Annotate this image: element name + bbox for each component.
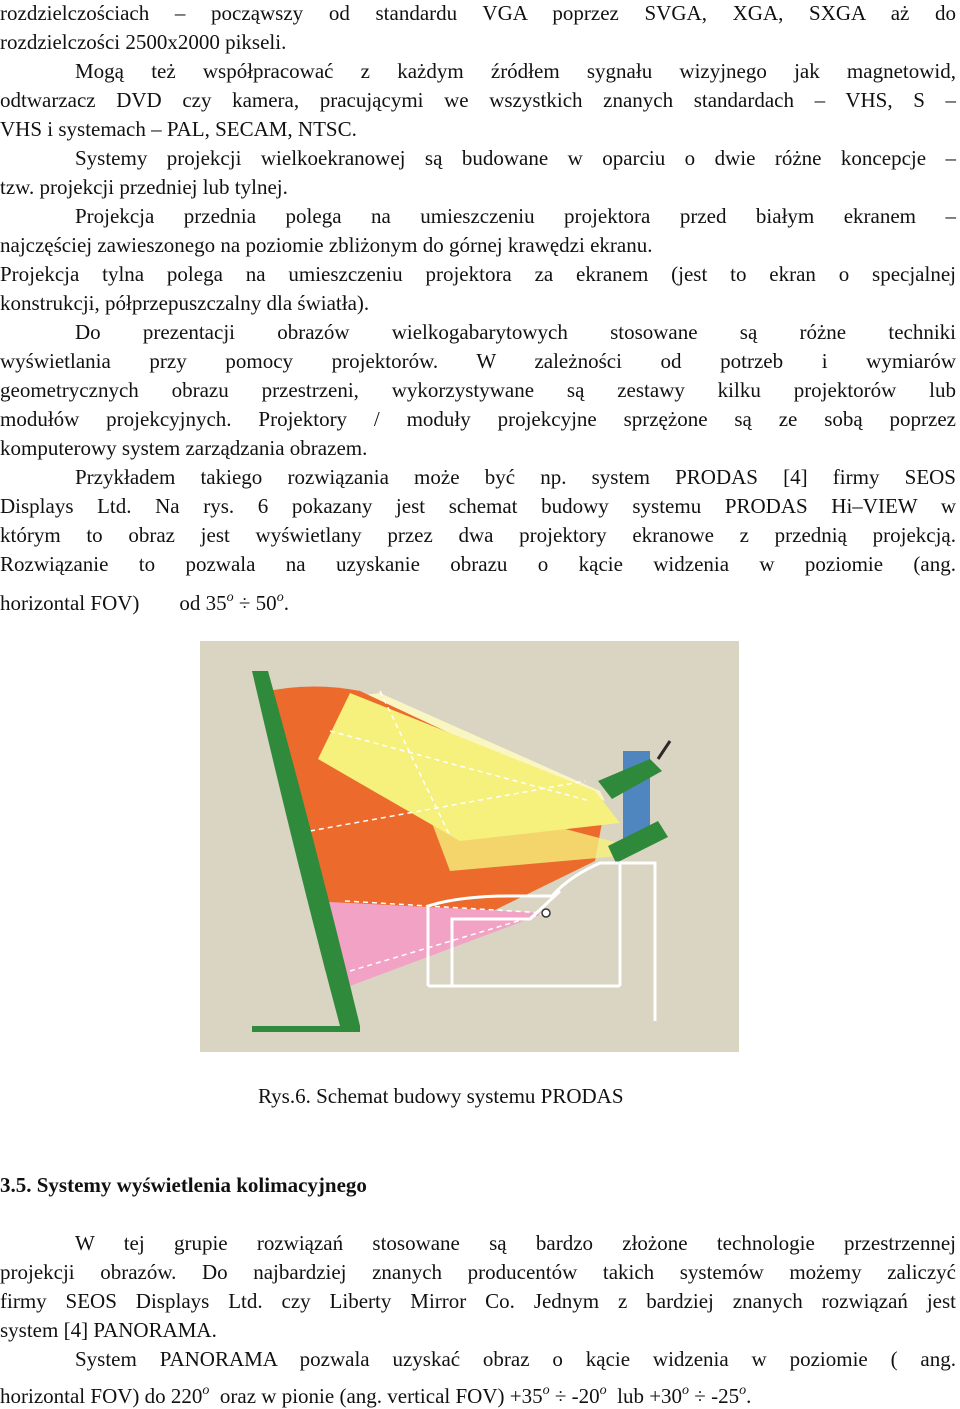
text-span: horizontal FOV) do 220 (0, 1384, 203, 1408)
degree-mark: o (276, 590, 284, 605)
text-span: . (283, 591, 289, 615)
text-line: tzw. projekcji przedniej lub tylnej. (0, 175, 288, 199)
text-line: rozdzielczościach – począwszy od standardu VGA poprzez SVGA, XGA, SXGA aż do (0, 1, 956, 25)
text-line: Systemy projekcji wielkoekranowej są budowane w oparciu o dwie różne koncepcje – (75, 146, 956, 170)
text-line: najczęściej zawieszonego na poziomie zbliżonym do górnej krawędzi ekranu. (0, 233, 653, 257)
text-line: komputerowy system zarządzania obrazem. (0, 436, 368, 460)
text-line: Do prezentacji obrazów wielkogabarytowych stosowane są różne techniki (75, 320, 956, 344)
text-line: firmy SEOS Displays Ltd. czy Liberty Mirror Co. Jednym z bardziej znanych rozwiązań jest (0, 1289, 956, 1313)
screen-base (252, 1026, 360, 1032)
text-line: Mogą też współpracować z każdym źródłem sygnału wizyjnego jak magnetowid, (75, 59, 956, 83)
text-line: Przykładem takiego rozwiązania może być np. system PRODAS [4] firmy SEOS (75, 465, 956, 489)
text-line: projekcji obrazów. Do najbardziej znanych producentów takich systemów możemy zaliczyć (0, 1260, 956, 1284)
text-line (0, 585, 956, 616)
degree-mark: o (226, 590, 234, 605)
text-line: System PANORAMA pozwala uzyskać obraz o kącie widzenia w poziomie ( ang. (75, 1347, 956, 1371)
text-span: ÷ 50 (238, 591, 277, 615)
text-span: od 35 (179, 591, 227, 615)
text-line: odtwarzacz DVD czy kamera, pracującymi we wszystkich znanych standardach – VHS, S – (0, 88, 956, 112)
text-line: Projekcja tylna polega na umieszczeniu projektora za ekranem (jest to ekran o specjalnej (0, 262, 956, 286)
text-line: modułów projekcyjnych. Projektory / moduły projekcyjne sprzężone są ze sobą poprzez (0, 407, 956, 431)
text-line: Displays Ltd. Na rys. 6 pokazany jest schemat budowy systemu PRODAS Hi–VIEW w (0, 494, 956, 518)
prodas-schematic-figure (200, 641, 739, 1052)
text-line: W tej grupie rozwiązań stosowane są bardzo złożone technologie przestrzennej (75, 1231, 956, 1255)
text-line: konstrukcji, półprzepuszczalny dla światła). (0, 291, 370, 315)
degree-mark: o (202, 1383, 210, 1398)
degree-mark: o (542, 1383, 550, 1398)
text-span: oraz w pionie (ang. vertical FOV) +35 (219, 1384, 543, 1408)
text-span: lub +30 (617, 1384, 683, 1408)
text-line: system [4] PANORAMA. (0, 1318, 217, 1342)
text-line (0, 1378, 956, 1409)
degree-mark: o (599, 1383, 607, 1398)
degree-mark: o (682, 1383, 690, 1398)
figure-caption: Rys.6. Schemat budowy systemu PRODAS (258, 1084, 624, 1108)
text-line: Projekcja przednia polega na umieszczeniu projektora przed białym ekranem – (75, 204, 956, 228)
text-line: wyświetlania przy pomocy projektorów. W zależności od potrzeb i wymiarów (0, 349, 956, 373)
text-line: VHS i systemach – PAL, SECAM, NTSC. (0, 117, 357, 141)
section-heading: 3.5. Systemy wyświetlenia kolimacyjnego (0, 1173, 367, 1197)
text-span: ÷ -20 (554, 1384, 600, 1408)
degree-mark: o (739, 1383, 747, 1398)
text-line: Rozwiązanie to pozwala na uzyskanie obrazu o kącie widzenia w poziomie (ang. (0, 552, 956, 576)
text-span: ÷ -25 (694, 1384, 740, 1408)
text-line: którym to obraz jest wyświetlany przez dwa projektory ekranowe z przednią projekcją. (0, 523, 956, 547)
eye-point (542, 909, 550, 917)
text-line: rozdzielczości 2500x2000 pikseli. (0, 30, 287, 54)
text-line: geometrycznych obrazu przestrzeni, wykorzystywane są zestawy kilku projektorów lub (0, 378, 956, 402)
text-span: horizontal FOV) (0, 591, 140, 615)
text-span: . (746, 1384, 752, 1408)
